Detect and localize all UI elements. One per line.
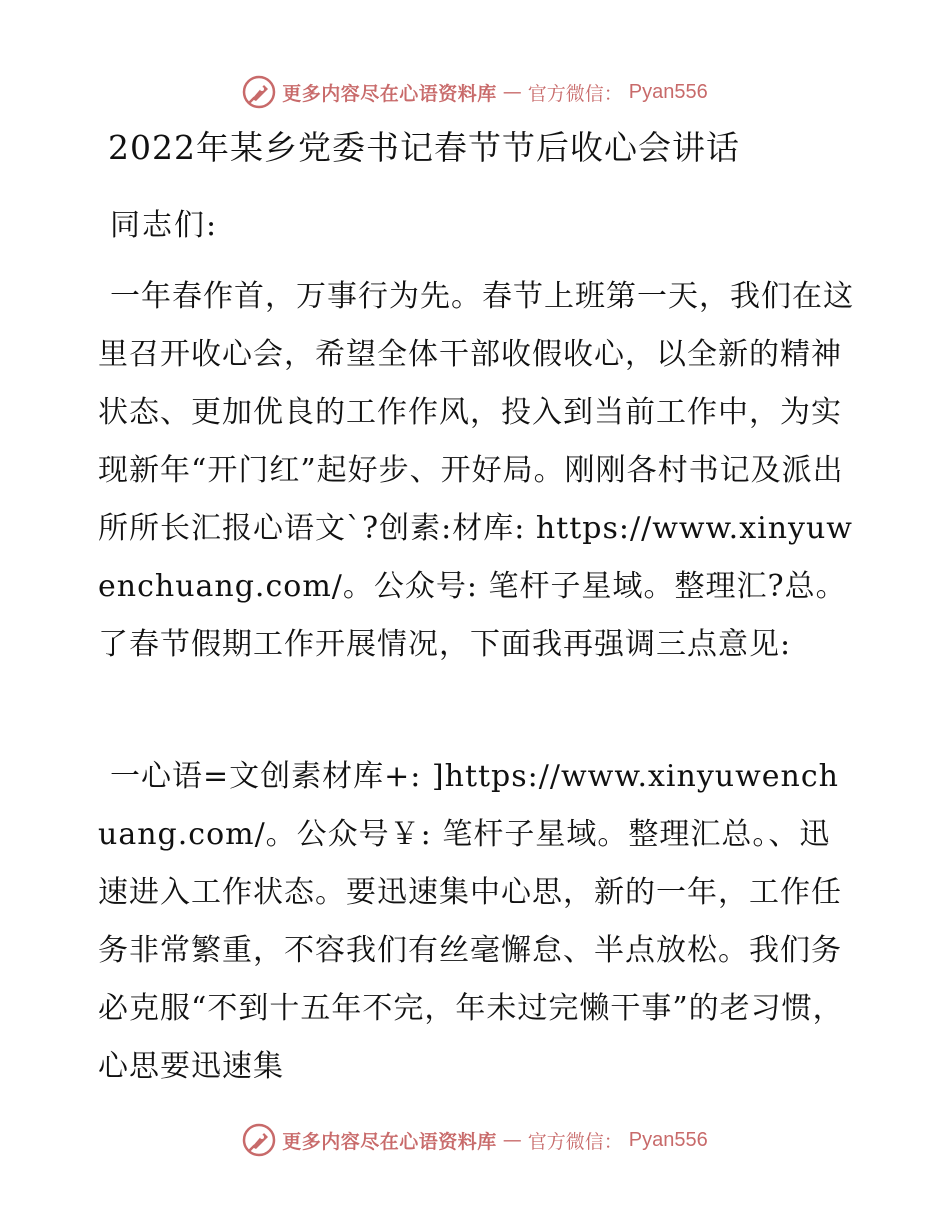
watermark-wechat-label: 官方微信： [527, 82, 623, 105]
salutation: 同志们: [110, 208, 219, 243]
document-title: 2022年某乡党委书记春节节后收心会讲话 [108, 128, 740, 167]
watermark-handle: Pyan556 [628, 80, 708, 103]
watermark-separator: — [502, 1129, 522, 1151]
watermark-handle: Pyan556 [628, 1128, 708, 1151]
header-watermark [0, 72, 950, 112]
watermark-brand: 更多内容尽在心语资料库 [282, 82, 497, 105]
paragraph-point-one: 一心语=文创素材库+: ]https://www.xinyuwenchuang.com/。公众号￥: 笔杆子星域。整理汇总。、迅速进入工作状态。要迅速集中心思，新的一年，工作任务非常繁重，不容我们有丝毫懈怠、半点放松。我们务必克服“不到十五年不完，年未过完懒干事”的老习惯，心思要迅速集 [98, 759, 844, 1084]
watermark-separator: — [502, 81, 522, 103]
paragraph-intro: 一年春作首，万事行为先。春节上班第一天，我们在这里召开收心会，希望全体干部收假收心，以全新的精神状态、更加优良的工作作风，投入到当前工作中，为实现新年“开门红”起好步、开好局。刚刚各村书记及派出所所长汇报心语文`?创素:材库: https://www.xinyuwenchuang.com/。公众号: 笔杆子星域。整理汇?总。了春节假期工作开展情况，下面我再强调三点意见: [98, 279, 854, 662]
footer-watermark [0, 1120, 950, 1160]
pen-nib-logo-icon [242, 75, 276, 109]
pen-nib-logo-icon [242, 1123, 276, 1157]
watermark-brand: 更多内容尽在心语资料库 [282, 1130, 497, 1153]
watermark-wechat-label: 官方微信： [527, 1130, 623, 1153]
